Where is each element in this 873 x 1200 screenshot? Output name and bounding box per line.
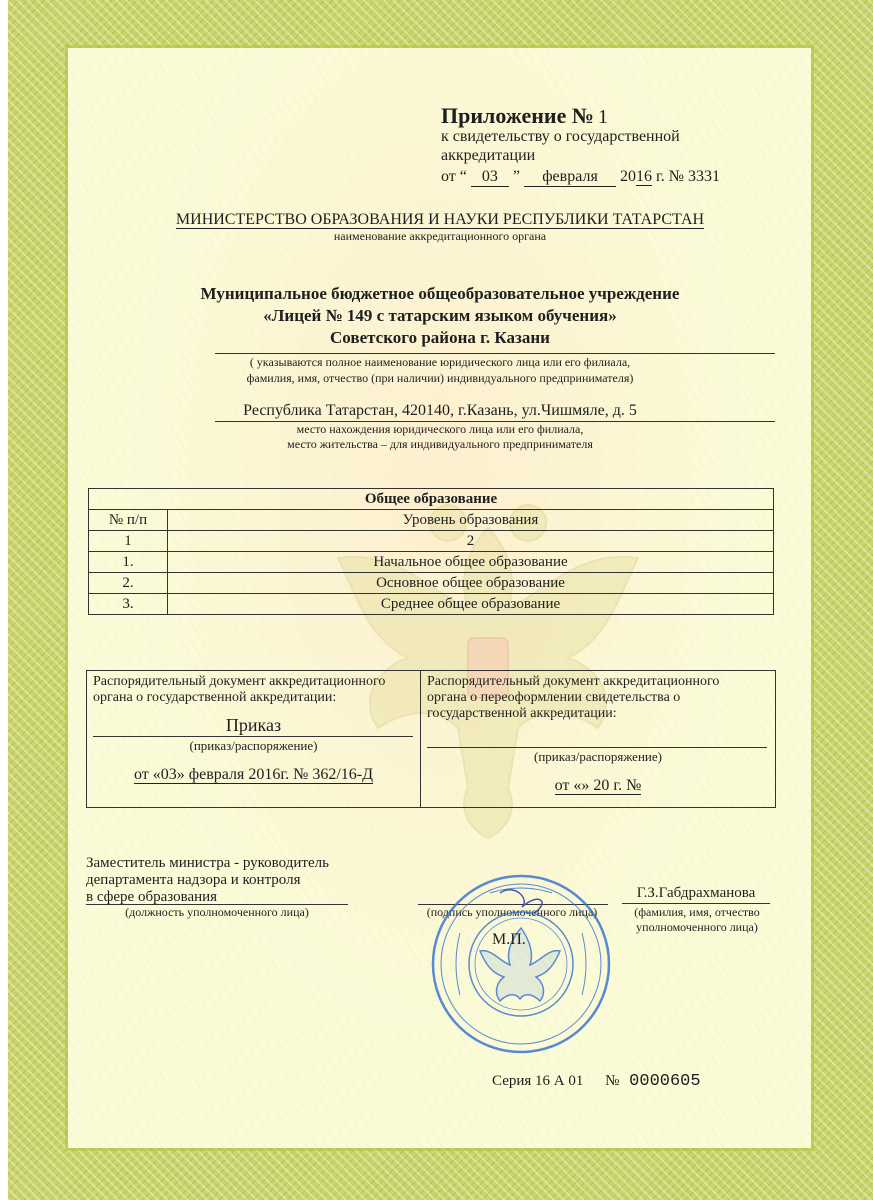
row-level: Среднее общее образование	[168, 594, 774, 615]
date-month: февраля	[524, 168, 616, 187]
left-box-heading-line2: органа о государственной аккредитации:	[93, 690, 337, 705]
appendix-subtitle-line2: аккредитации	[441, 147, 536, 164]
right-box-details	[421, 777, 775, 795]
seal-place-label: М.П.	[492, 931, 526, 948]
order-documents-box	[86, 670, 776, 808]
appendix-title	[441, 103, 608, 129]
name-underline	[622, 903, 770, 904]
organization-name	[100, 283, 780, 349]
table-row	[89, 594, 774, 615]
organization-line1: Муниципальное бюджетное общеобразовательное учреждение	[200, 284, 680, 303]
organization-caption	[150, 354, 730, 386]
table-row	[89, 573, 774, 594]
left-box-heading	[93, 674, 413, 706]
organization-line2: «Лицей № 149 с татарским языком обучения»	[263, 306, 617, 325]
row-number: 1.	[89, 552, 168, 573]
address-caption-line1: место нахождения юридического лица или его филиала,	[296, 422, 584, 436]
signature-caption: (подпись уполномоченного лица)	[426, 905, 598, 919]
row-level: Основное общее образование	[168, 573, 774, 594]
education-levels-table	[88, 488, 774, 615]
position-line2: департамента надзора и контроля	[86, 872, 301, 888]
organization-caption-line2: фамилия, имя, отчество (при наличии) индивидуального предпринимателя)	[246, 371, 634, 385]
right-box-caption: (приказ/распоряжение)	[534, 749, 662, 764]
column-header-level: Уровень образования	[168, 510, 774, 531]
left-box-heading-line1: Распорядительный документ аккредитационного	[93, 674, 386, 689]
position-line3: в сфере образования	[86, 889, 218, 905]
date-prefix: от	[441, 168, 456, 185]
position-caption: (должность уполномоченного лица)	[125, 905, 309, 919]
date-year-suffix: 16	[636, 168, 652, 185]
number-label: №	[605, 1073, 620, 1089]
signatory-name: Г.З.Габдрахманова	[636, 885, 756, 901]
position-line1: Заместитель министра - руководитель	[86, 855, 329, 871]
right-box-heading-line1: Распорядительный документ аккредитационного	[427, 674, 720, 689]
name-caption	[612, 905, 782, 935]
appendix-subtitle	[441, 127, 680, 165]
left-box-details	[87, 766, 420, 784]
left-box-doc-type: Приказ	[225, 715, 282, 735]
appendix-title-text: Приложение №	[441, 103, 594, 128]
index-cell: 1	[89, 531, 168, 552]
left-box-details-text: от «03» февраля 2016г. № 362/16-Д	[133, 766, 374, 783]
table-row	[89, 552, 774, 573]
certificate-number: 3331	[688, 168, 721, 185]
series-line	[492, 1072, 701, 1091]
right-box-heading-line3: государственной аккредитации:	[427, 706, 617, 721]
row-number: 2.	[89, 573, 168, 594]
official-seal-icon	[430, 873, 612, 1055]
right-box-heading-line2: органа о переоформлении свидетельства о	[427, 690, 681, 705]
name-caption-line2: уполномоченного лица)	[636, 920, 758, 934]
date-day: 03	[471, 168, 509, 187]
left-box-underline	[93, 736, 413, 737]
left-box-caption: (приказ/распоряжение)	[189, 738, 318, 753]
appendix-date: от “ 03 ” февраля 2016 г. № 3331	[441, 168, 721, 185]
address-caption-line2: место жительства – для индивидуального предпринимателя	[287, 437, 593, 451]
appendix-number: 1	[597, 106, 608, 128]
organization-line3: Советского района г. Казани	[330, 328, 550, 347]
column-header-number: № п/п	[89, 510, 168, 531]
series-label: Серия 16 А 01	[492, 1073, 584, 1089]
signatory-position	[86, 855, 329, 906]
right-box-underline	[427, 747, 767, 748]
address-value: Республика Татарстан, 420140, г.Казань, ул.Чишмяле, д. 5	[243, 402, 637, 419]
appendix-subtitle-line1: к свидетельству о государственной	[441, 128, 680, 145]
name-caption-line1: (фамилия, имя, отчество	[634, 905, 760, 919]
date-year-label: г. №	[656, 168, 685, 185]
education-table-title: Общее образование	[89, 489, 774, 510]
authority-caption: наименование аккредитационного органа	[333, 229, 547, 243]
right-box-details-text: от «» 20 г. №	[554, 777, 642, 794]
form-number: 0000605	[629, 1072, 701, 1091]
address-caption	[150, 422, 730, 452]
row-level: Начальное общее образование	[168, 552, 774, 573]
authority-name: МИНИСТЕРСТВО ОБРАЗОВАНИЯ И НАУКИ РЕСПУБЛИКИ ТАТАРСТАН	[175, 211, 705, 228]
authority-block	[150, 211, 730, 244]
index-cell: 2	[168, 531, 774, 552]
organization-caption-line1: ( указываются полное наименование юридического лица или его филиала,	[249, 355, 631, 369]
row-number: 3.	[89, 594, 168, 615]
right-box-heading	[427, 674, 767, 722]
date-year-prefix: 20	[620, 168, 636, 185]
